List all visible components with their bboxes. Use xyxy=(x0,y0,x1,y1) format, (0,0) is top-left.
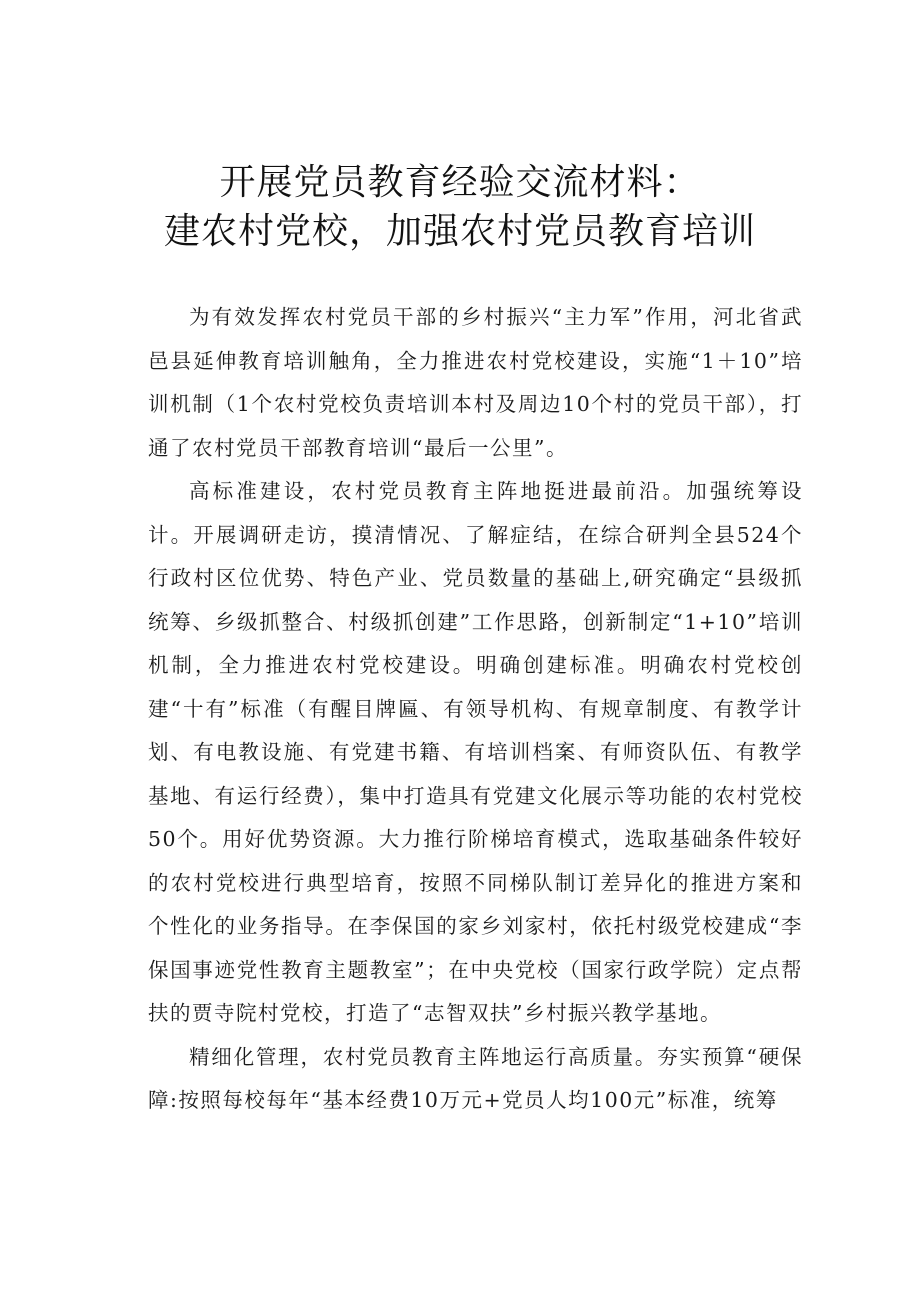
paragraph-fine-management: 精细化管理，农村党员教育主阵地运行高质量。夯实预算“硬保障:按照每校每年“基本经费10万元+党员人均100元”标准，统筹 xyxy=(148,1044,803,1112)
document-title-line-2: 建农村党校，加强农村党员教育培训 xyxy=(163,211,756,252)
document-title-line-1: 开展党员教育经验交流材料： xyxy=(219,162,701,203)
document-body xyxy=(148,296,803,1123)
paragraph-intro: 为有效发挥农村党员干部的乡村振兴“主力军”作用，河北省武邑县延伸教育培训触角，全力推进农村党校建设，实施“1＋10”培训机制（1个农村党校负责培训本村及周边10个村的党员干部），打通了农村党员干部教育培训“最后一公里”。 xyxy=(148,305,803,460)
paragraph-high-standard-construction: 高标准建设，农村党员教育主阵地挺进最前沿。加强统筹设计。开展调研走访，摸清情况、了解症结，在综合研判全县524个行政村区位优势、特色产业、党员数量的基础上,研究确定“县级抓统筹、乡级抓整合、村级抓创建”工作思路，创新制定“1+10”培训机制，全力推进农村党校建设。明确创建标准。明确农村党校创建“十有”标准（有醒目牌匾、有领导机构、有规章制度、有教学计划、有电教设施、有党建书籍、有培训档案、有师资队伍、有教学基地、有运行经费），集中打造具有党建文化展示等功能的农村党校50个。用好优势资源。大力推行阶梯培育模式，选取基础条件较好的农村党校进行典型培育，按照不同梯队制订差异化的推进方案和个性化的业务指导。在李保国的家乡刘家村，依托村级党校建成“李保国事迹党性教育主题教室”；在中央党校（国家行政学院）定点帮扶的贾寺院村党校，打造了“志智双扶”乡村振兴教学基地。 xyxy=(148,479,803,1025)
